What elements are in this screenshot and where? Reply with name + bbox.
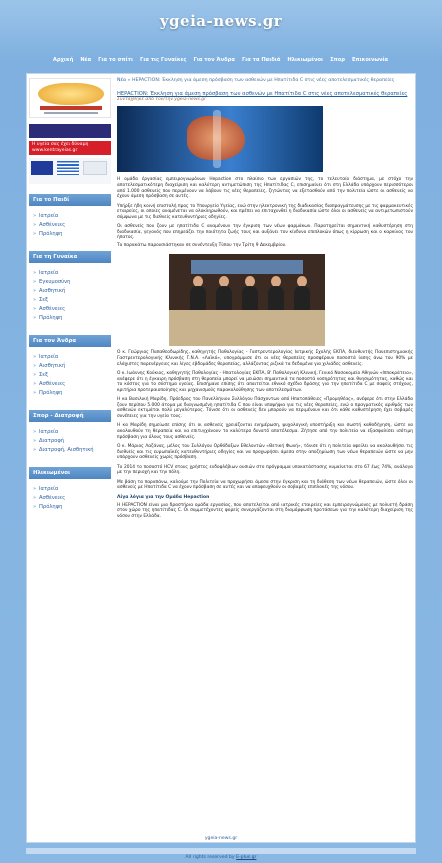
- sidebar-section-men: [29, 335, 111, 400]
- nav-item-sports[interactable]: Σπορ: [330, 57, 346, 63]
- nav-item-elderly[interactable]: Ηλικιωμένοι: [287, 57, 324, 63]
- ad-banner-dark[interactable]: [29, 124, 111, 138]
- article-paragraph: Ο κ. Ιωάννης Κούκιος, καθηγητής Παθολογίας - Ηπατολογίας ΕΚΠΑ, Β' Παθολογική Κλινική, Γενικό Νοσοκομείο Αθηνών «Ιπποκράτειο», ανέφερε ότι η έγκαιρη πρόσβαση στη θεραπεία μπορεί να μειώσει σημαντικά τα ποσοστά νοσηρότητας και θνησιμότητας, καθώς και το κόστος για το σύστημα υγείας. Επισήμανε επίσης ότι απαιτείται εθνικό σχέδιο δράσης για την ηπατίτιδα C με σαφείς στόχους, κριτήρια προτεραιοποίησης και μηχανισμούς παρακολούθησης των αποτελεσμάτων.: [117, 371, 413, 393]
- sidebar-item[interactable]: » Ασθένειες: [33, 494, 107, 503]
- article-paragraph: Η κα Βασιλική Μαρίδη, Πρόεδρος του Πανελλήνιου Συλλόγου Πάσχοντων από Ηπατοπάθειες «Προμηθέας», ανέφερε ότι στην Ελλάδα ζουν περίπου 5.000 άτομα με διαγνωσμένη ηπατίτιδα C που είναι υποψήφια για τις νέες θεραπείες, ενώ ο πραγματικός αριθμός των ασθενών εκτιμάται πολύ μεγαλύτερος. Τόνισε ότι οι ασθενείς δεν μπορούν να περιμένουν και ότι κάθε καθυστέρηση έχει σοβαρές συνέπειες για την υγεία τους.: [117, 397, 413, 419]
- article-paragraph: Οι ασθενείς που ζουν με ηπατίτιδα C αναμένουν την έγκριση των νέων φαρμάκων. Παρατηρείται σημαντική καθυστέρηση στη διαδικασία, γεγονός που επηρεάζει την ποιότητα ζωής τους και αυξάνει τον κίνδυνο επιπλοκών όπως η κίρρωση και ο καρκίνος του ήπατος.: [117, 224, 413, 241]
- sidebar-item[interactable]: » Ιατρεία: [33, 428, 107, 437]
- sidebar-item[interactable]: » Πρόληψη: [33, 389, 107, 398]
- sidebar-item[interactable]: » Πρόληψη: [33, 314, 107, 323]
- sponsor-logo-graphic: [38, 83, 104, 105]
- article-paragraph: Υπήρξε ήδη κοινή επιστολή προς το Υπουργείο Υγείας, ενώ στην ηλεκτρονική της διαδικασίας διαπραγμάτευσης με τις φαρμακευτικές εταιρείες, οι οποίες αναμένεται να ολοκληρωθούν, και πρέπει να επιταχυνθεί η διαδικασία ώστε όλοι οι ασθενείς να αντιμετωπιστούν σύμφωνα με τις διεθνείς κατευθυντήριες οδηγίες.: [117, 203, 413, 220]
- article-paragraph: Ο κ. Μάριος Λαζάνας, μέλος του Συλλόγου Ορθόδοξων Εθελοντών «Θετική Φωνή», τόνισε ότι η πολιτεία οφείλει να ακολουθήσει τις διεθνείς και τις ευρωπαϊκές κατευθυντήριες οδηγίες και να προχωρήσει άμεσα στην αποζημίωση των νέων θεραπειών ώστε να μην υπάρχουν ασθενείς χωρίς πρόσβαση.: [117, 444, 413, 461]
- sidebar-section-title: Για το Παιδί: [29, 194, 111, 206]
- ad-banner-red[interactable]: Η υγεία σας έχει δύναμη www.kentrayeias.gr: [29, 141, 111, 155]
- press-conference-photo: [169, 254, 325, 346]
- sidebar-item[interactable]: » Διατροφή, Αισθητική: [33, 446, 107, 455]
- article-hero-image: [117, 106, 323, 172]
- flags-banner[interactable]: [29, 158, 111, 184]
- sidebar-item[interactable]: » Ιατρεία: [33, 485, 107, 494]
- nav-item-children[interactable]: Για τα Παιδιά: [241, 57, 281, 63]
- article-author: Συντάχθηκε από τον/την ygeia-news.gr: [117, 97, 206, 103]
- photo-backdrop-banner: [191, 260, 303, 274]
- sidebar-item[interactable]: » Σεξ: [33, 371, 107, 380]
- article-content: [117, 78, 413, 520]
- sidebar-item[interactable]: » Ασθένειες: [33, 221, 107, 230]
- eu-flag-icon: [31, 161, 53, 175]
- nav-item-men[interactable]: Για τον Άνδρα: [193, 57, 235, 63]
- sidebar-list: [29, 422, 111, 457]
- sidebar-item[interactable]: » Ιατρεία: [33, 212, 107, 221]
- article-paragraph: Η κα Μαρίδη σημείωσε επίσης ότι οι ασθενείς χρειάζονται ενημέρωση, ψυχολογική υποστήριξη και σωστή καθοδήγηση, ώστε να ακολουθούν τη θεραπεία και να επιτυγχάνουν το καλύτερο δυνατό αποτέλεσμα. Ζήτησε από την πολιτεία να εξασφαλίσει ισότιμη πρόσβαση για όλους τους ασθενείς.: [117, 423, 413, 440]
- sidebar-item[interactable]: » Διατροφή: [33, 437, 107, 446]
- nav-item-home[interactable]: Αρχική: [52, 57, 74, 63]
- sponsor-logo[interactable]: [29, 78, 111, 118]
- about-paragraph: Η HEPACTION είναι μια δραστήρια ομάδα εργασίας, που αποτελείται από ιατρικές εταιρείες και εμπειρογνώμονες με πολυετή δράση στον χώρο της ηπατίτιδας C. Οι συμμετέχοντες φορείς συνεργάζονται στη διαμόρφωση προτάσεων για την καλύτερη διαχείριση της νόσου στην Ελλάδα.: [117, 502, 413, 519]
- sidebar-item[interactable]: » Πρόληψη: [33, 503, 107, 512]
- sidebar: [29, 78, 111, 514]
- footer-copyright: [0, 855, 442, 860]
- breadcrumb-current: » HEPACTION: Έκκληση για άμεση πρόσβαση των ασθενών με Ηπατίτιδα C στις νέες αποτελεσματικές θεραπείες: [127, 78, 395, 83]
- sidebar-item[interactable]: » Σεξ: [33, 296, 107, 305]
- sidebar-list: [29, 479, 111, 514]
- footer-site-url[interactable]: ygeia-news.gr: [204, 836, 238, 841]
- site-header: [0, 0, 442, 50]
- sidebar-section-title: Για τον Άνδρα: [29, 335, 111, 347]
- sidebar-item[interactable]: » Αισθητική: [33, 362, 107, 371]
- article-paragraph: Το παρακάτω παρουσιάστηκαν σε συνέντευξη Τύπου την Τρίτη 9 Δεκεμβρίου.: [117, 242, 287, 248]
- article-paragraph: Η ομάδα έργασίας εμπειρογνωμόνων Hepaction στο πλαίσιο των εργασιών της, το τελευταίο διάστημα, με στόχο την αποτελεσματικότερη διαχείριση και καλύτερη αντιμετώπιση της Ηπατίτιδας C, επισημαίνει ότι στη Ελλάδα υπάρχουν περισσότεροι από 1.000 ασθενείς που περιμένουν να λάβουν τις νέες θεραπείες, ζητώντας να εξετασθούν από την πολιτεία ώστε οι ασθενείς να έχουν άμεση πρόσβαση σε αυτές.: [117, 177, 413, 200]
- site-logo[interactable]: ygeia-news.gr: [159, 12, 283, 30]
- about-heading: Λίγα λόγια για την Ομάδα Hepaction: [117, 494, 210, 500]
- photo-table: [169, 310, 325, 346]
- nav-item-news[interactable]: Νέα: [80, 57, 92, 63]
- partner-logo: [83, 161, 107, 175]
- sidebar-list: [29, 263, 111, 325]
- sidebar-section-children: [29, 194, 111, 241]
- article-paragraph: Ο κ. Γεώργιος Παπαθεοδωρίδης, καθηγητής Παθολογίας - Γαστρεντερολογίας Ιατρικής Σχολής ΕΚΠΑ, διευθυντής Πανεπιστημιακής Γαστρεντερολογικής Κλινικής Γ.Ν.Α. «Λαϊκό», υπογράμμισε ότι οι νέες θεραπείες προσφέρουν ποσοστά ίασης άνω του 90% με ελάχιστες παρενέργειες και λίγες εβδομάδες θεραπείας, αλλάζοντας ριζικά τα δεδομένα για χιλιάδες ασθενείς.: [117, 350, 413, 367]
- sponsor-logo-line: [44, 112, 98, 114]
- article-paragraph: Το 2014 το ποσοστό HCV στους χρήστες ενδοφλέβιων ουσιών στο πρόγραμμα υποκατάστασης κυμαίνεται στο 67 έως 74%, ανάλογα με την περιοχή και την πόλη.: [117, 464, 413, 476]
- sidebar-section-sports: [29, 410, 111, 457]
- top-navigation: [18, 52, 423, 68]
- sidebar-item[interactable]: » Ιατρεία: [33, 269, 107, 278]
- article-title[interactable]: HEPACTION: Έκκληση για άμεση πρόσβαση των ασθενών με Ηπατίτιδα C στις νέες αποτελεσματικές θεραπείες: [117, 91, 408, 97]
- sidebar-list: [29, 347, 111, 400]
- sidebar-section-elderly: [29, 467, 111, 514]
- sponsor-logo-stripe: [40, 106, 102, 110]
- nav-item-home-category[interactable]: Για το σπίτι: [98, 57, 134, 63]
- sidebar-list: [29, 206, 111, 241]
- greek-flag-icon: [57, 161, 79, 175]
- footer-bar: [26, 848, 416, 854]
- breadcrumb-home-link[interactable]: Νέα: [117, 78, 127, 83]
- sidebar-item[interactable]: » Αισθητική: [33, 287, 107, 296]
- sidebar-item[interactable]: » Ασθένειες: [33, 305, 107, 314]
- sidebar-item[interactable]: » Ασθένειες: [33, 380, 107, 389]
- sidebar-section-title: Ηλικιωμένοι: [29, 467, 111, 479]
- page-container: [26, 73, 416, 843]
- spine-illustration: [213, 110, 221, 168]
- sidebar-section-women: [29, 251, 111, 325]
- sidebar-item[interactable]: » Πρόληψη: [33, 230, 107, 239]
- sidebar-section-title: Σπορ - Διατροφή: [29, 410, 111, 422]
- footer-credit-link[interactable]: Ε-plus.gr: [236, 855, 257, 860]
- sidebar-item[interactable]: » Ιατρεία: [33, 353, 107, 362]
- breadcrumb: [117, 78, 413, 84]
- nav-item-women[interactable]: Για τις Γυναίκες: [140, 57, 187, 63]
- sidebar-section-title: Για τη Γυναίκα: [29, 251, 111, 263]
- sidebar-item[interactable]: » Εγκυμοσύνη: [33, 278, 107, 287]
- article-paragraph: Με βάση τα παραπάνω, καλούμε την Πολιτεία να προχωρήσει άμεσα στην έγκριση και τη διάθεση των νέων θεραπειών, ώστε όλοι οι ασθενείς με Ηπατίτιδα C να έχουν πρόσβαση σε αυτές και να αποφευχθούν οι σοβαρές επιπλοκές της νόσου.: [117, 479, 413, 491]
- footer-copyright-text: All rights reserved by: [185, 855, 235, 860]
- nav-item-contact[interactable]: Επικοινωνία: [352, 57, 389, 63]
